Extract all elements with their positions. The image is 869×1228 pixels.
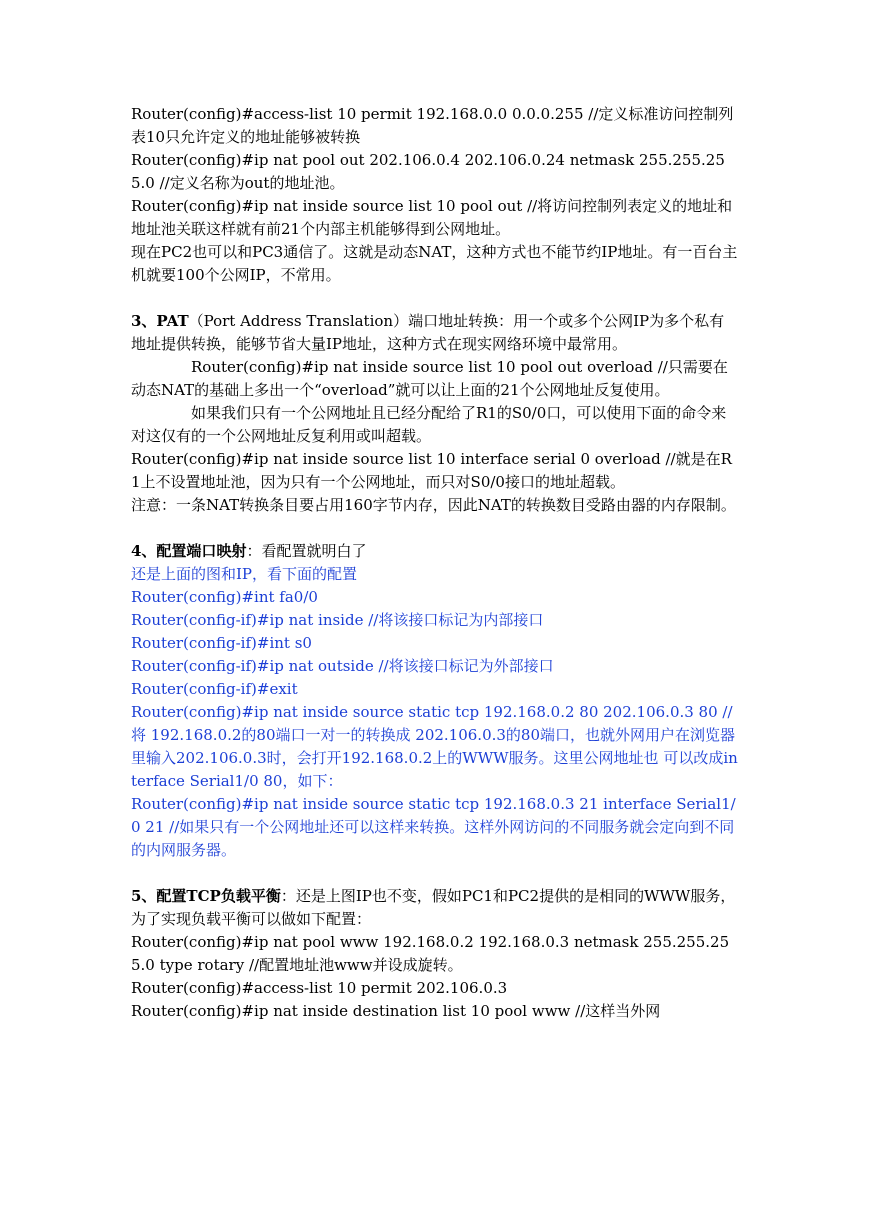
spacer <box>131 862 738 885</box>
config-line: Router(config)#ip nat inside source static tcp 192.168.0.3 21 interface Serial1/0 21 //如果只有一个公网地址还可以这样来转换。这样外网访问的不同服务就会定向到不同的内网服务器。 <box>131 795 736 859</box>
config-line: Router(config-if)#exit <box>131 680 298 698</box>
nat-pool-paragraph: Router(config)#ip nat pool out 202.106.0.4 202.106.0.24 netmask 255.255.255.0 //定义名称为out的地址池。 <box>131 151 725 192</box>
acl-paragraph: Router(config)#access-list 10 permit 192.168.0.0 0.0.0.255 //定义标准访问控制列表10只允许定义的地址能够被转换 <box>131 105 734 146</box>
config-line: Router(config-if)#ip nat inside //将该接口标记为内部接口 <box>131 611 544 629</box>
section-3-heading: 3、PAT <box>131 312 189 330</box>
section-3-single-address: 如果我们只有一个公网地址且已经分配给了R1的S0/0口，可以使用下面的命令来对这仅有的一个公网地址反复利用或叫超载。 <box>131 404 727 445</box>
section-3-note: 注意：一条NAT转换条目要占用160字节内存，因此NAT的转换数目受路由器的内存限制。 <box>131 496 736 514</box>
config-line: 还是上面的图和IP，看下面的配置 <box>131 565 358 583</box>
section-3-overload: Router(config)#ip nat inside source list 10 pool out overload //只需要在动态NAT的基础上多出一个“overload”就可以让上面的21个公网地址反复使用。 <box>131 358 728 399</box>
config-line: Router(config)#access-list 10 permit 202.106.0.3 <box>131 979 508 997</box>
config-line: Router(config)#ip nat inside destination list 10 pool www //这样当外网 <box>131 1002 661 1020</box>
document-page <box>131 103 738 1023</box>
config-line: Router(config)#ip nat pool www 192.168.0.2 192.168.0.3 netmask 255.255.255.0 type rotary //配置地址池www并设成旋转。 <box>131 933 730 974</box>
section-5-heading: 5、配置TCP负载平衡 <box>131 887 281 905</box>
config-line: Router(config)#int fa0/0 <box>131 588 318 606</box>
dynamic-nat-note: 现在PC2也可以和PC3通信了。这就是动态NAT，这种方式也不能节约IP地址。有一百台主机就要100个公网IP，不常用。 <box>131 243 738 284</box>
section-5-intro <box>131 885 738 931</box>
section-3-text: （Port Address Translation）端口地址转换：用一个或多个公网IP为多个私有地址提供转换，能够节省大量IP地址，这种方式在现实网络环境中最常用。 <box>131 312 725 353</box>
section-4-text: ：看配置就明白了 <box>246 542 367 560</box>
section-5-text: ：还是上图IP也不变，假如PC1和PC2提供的是相同的WWW服务，为了实现负载平衡可以做如下配置： <box>131 887 736 928</box>
section-3-interface-overload: Router(config)#ip nat inside source list 10 interface serial 0 overload //就是在R1上不设置地址池，因为只有一个公网地址，而只对S0/0接口的地址超载。 <box>131 450 732 491</box>
spacer <box>131 287 738 310</box>
config-line: Router(config)#ip nat inside source static tcp 192.168.0.2 80 202.106.0.3 80 //将 192.168.0.2的80端口一对一的转换成 202.106.0.3的80端口，也就外网用户在浏览器里输入202.106.0.3时，会打开192.168.0.2上的WWW服务。这里公网地址也 可以改成interface Serial1/0 80，如下： <box>131 703 738 790</box>
config-line: Router(config-if)#int s0 <box>131 634 312 652</box>
section-4-intro <box>131 540 738 563</box>
section-3-intro <box>131 310 738 356</box>
nat-inside-paragraph: Router(config)#ip nat inside source list 10 pool out //将访问控制列表定义的地址和地址池关联这样就有前21个内部主机能够得到公网地址。 <box>131 197 733 238</box>
section-4-heading: 4、配置端口映射 <box>131 542 247 560</box>
spacer <box>131 517 738 540</box>
config-line: Router(config-if)#ip nat outside //将该接口标记为外部接口 <box>131 657 554 675</box>
